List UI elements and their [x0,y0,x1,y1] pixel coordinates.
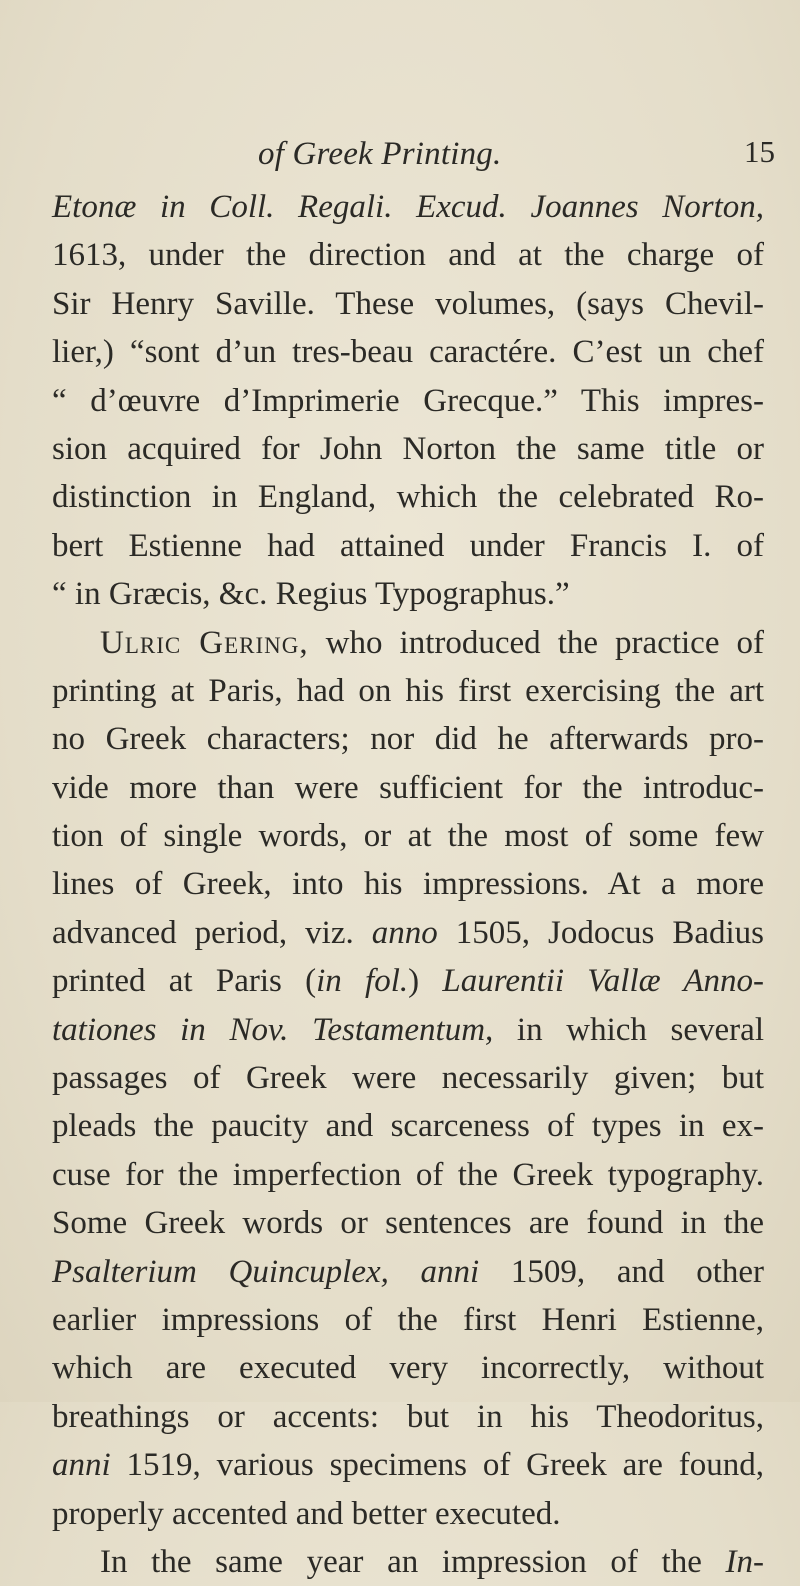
text-segment: tationes in Nov. Testamentum, [52,1011,494,1048]
text-segment: In- [725,1543,764,1580]
text-segment: 1519, various specimens of Greek are found, [110,1447,764,1484]
text-segment: 1613, under the direction and at the charge of [52,237,764,274]
text-segment: lier,) “sont d’un tres-beau caractére. C’est un chef [52,334,764,371]
text-segment: advanced period, viz. [52,914,372,951]
text-line [52,328,764,376]
text-line [52,377,764,425]
text-segment: vide more than were sufficient for the introduc- [52,769,764,806]
text-segment: 1509, and other [479,1253,764,1290]
text-segment: anno [371,914,438,951]
text-line [52,183,764,231]
text-line [52,1441,764,1489]
text-segment: in which several [493,1011,764,1048]
page-number: 15 [744,134,775,169]
text-segment: Psalterium Quincuplex, anni [52,1253,480,1290]
text-segment: Etonæ in Coll. Regali. Excud. Joannes Norton, [52,189,764,225]
text-line [52,667,764,715]
text-line [52,1490,764,1538]
text-segment: tion of single words, or at the most of some few [52,818,764,855]
text-line [52,715,764,763]
text-segment: Ulric Gering, [100,624,309,661]
text-segment: bert Estienne had attained under Francis I. of [52,527,764,564]
text-segment: “ in Græcis, &c. Regius Typographus.” [52,576,570,613]
text-segment: 1505, Jodocus Badius [437,914,764,951]
text-line [52,764,764,812]
body-text [52,183,764,1586]
text-segment: which are executed very incorrectly, without [52,1350,764,1387]
text-segment: who introduced the practice of [308,624,765,661]
text-line [52,619,764,667]
text-line [52,1151,764,1199]
text-segment: anni [52,1447,111,1484]
text-line [52,1054,764,1102]
text-segment: breathings or accents: but in his Theodoritus, [52,1398,764,1435]
text-segment: printed at Paris ( [52,963,317,1000]
text-line [52,425,764,473]
text-segment: sion acquired for John Norton the same title or [52,430,764,467]
text-line [52,957,764,1005]
text-segment: Laurentii Vallæ Anno- [442,963,764,1000]
text-segment: no Greek characters; nor did he afterwards pro- [52,721,764,758]
text-segment: properly accented and better executed. [52,1495,561,1532]
text-segment: printing at Paris, had on his first exercising the art [52,672,764,709]
text-line [52,1199,764,1247]
text-line [52,231,764,279]
text-segment: “ d’œuvre d’Imprimerie Grecque.” This impres- [52,382,764,419]
text-segment: Some Greek words or sentences are found in the [52,1205,764,1242]
text-segment: In the same year an impression of the [100,1543,726,1580]
text-segment: Sir Henry Saville. These volumes, (says Chevil- [52,285,764,322]
text-line [52,1296,764,1344]
text-line [52,1538,764,1586]
text-line [52,280,764,328]
text-segment: earlier impressions of the first Henri Estienne, [52,1301,764,1338]
text-segment: pleads the paucity and scarceness of types in ex- [52,1108,764,1145]
text-line [52,909,764,957]
text-line [52,860,764,908]
text-segment: distinction in England, which the celebrated Ro- [52,479,764,516]
text-line [52,1102,764,1150]
text-line [52,1006,764,1054]
text-segment: in fol. [316,963,409,1000]
text-segment: ) [408,963,443,1000]
text-segment: cuse for the imperfection of the Greek typography. [52,1156,764,1193]
text-segment: passages of Greek were necessarily given; but [52,1060,764,1097]
text-line [52,1248,764,1296]
text-line [52,570,764,618]
text-line [52,1393,764,1441]
text-segment: lines of Greek, into his impressions. At a more [52,866,764,903]
text-line [52,1344,764,1392]
text-line [52,473,764,521]
running-title: of Greek Printing. [258,136,502,172]
text-line [52,812,764,860]
text-line [52,522,764,570]
page-header [0,128,800,178]
